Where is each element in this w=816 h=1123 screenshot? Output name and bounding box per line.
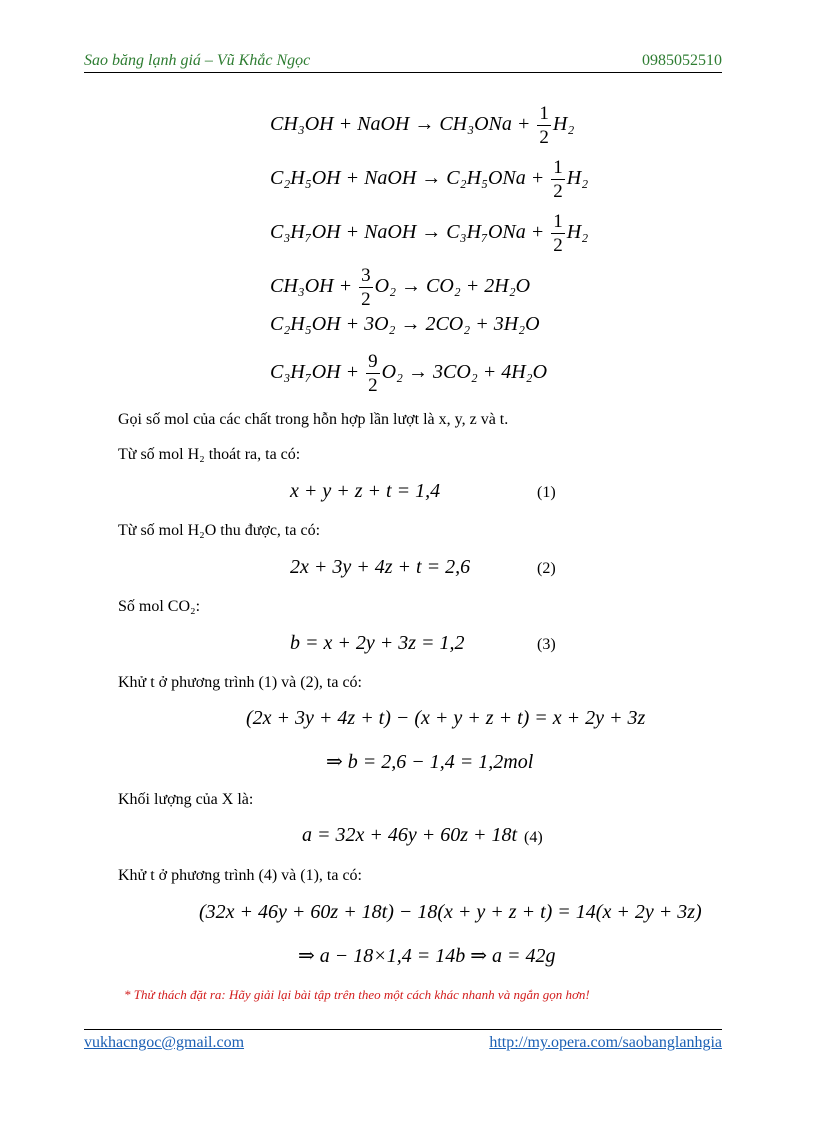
equation-4-tag: (4) — [524, 829, 543, 846]
equation-combined: (32x + 46y + 60z + 18t) − 18(x + y + z + t) = 14(x + 2y + 3z) — [199, 901, 702, 923]
reaction-4-rhs: O₂ → CO₂ + 2H₂O — [374, 275, 531, 298]
text-h2-moles: Từ số mol H₂ thoát ra, ta có: — [118, 446, 301, 463]
text-mass-x: Khối lượng của X là: — [118, 791, 254, 808]
equation-1-tag: (1) — [537, 484, 556, 501]
fraction-denominator: 2 — [361, 289, 371, 310]
fraction-numerator: 1 — [553, 211, 563, 232]
equation-subtract: (2x + 3y + 4z + t) − (x + y + z + t) = x + 2y + 3z — [246, 707, 646, 729]
reaction-4 — [270, 266, 530, 309]
reaction-3-fraction — [551, 212, 565, 255]
equation-2-tag: (2) — [537, 560, 556, 577]
equation-1: x + y + z + t = 1,4 — [290, 480, 441, 502]
text-co2-moles: Số mol CO₂: — [118, 598, 201, 615]
header-divider — [84, 72, 722, 73]
reaction-6-lhs: C₃H₇OH + — [270, 361, 365, 384]
reaction-3-rhs: H₂ — [566, 221, 589, 244]
equation-3-tag: (3) — [537, 636, 556, 653]
equation-b-result: ⇒ b = 2,6 − 1,4 = 1,2mol — [326, 751, 534, 773]
equation-2: 2x + 3y + 4z + t = 2,6 — [290, 556, 471, 578]
text-eliminate-t-1: Khử t ở phương trình (1) và (2), ta có: — [118, 674, 362, 691]
reaction-2 — [270, 158, 588, 201]
text-h2o-moles: Từ số mol H₂O thu được, ta có: — [118, 522, 321, 539]
fraction-numerator: 1 — [539, 103, 549, 124]
fraction-numerator: 1 — [553, 157, 563, 178]
equation-4: a = 32x + 46y + 60z + 18t — [302, 824, 518, 846]
reaction-5-lhs: C₂H₅OH + 3O₂ → 2CO₂ + 3H₂O — [270, 313, 540, 335]
reaction-4-lhs: CH₃OH + — [270, 275, 358, 298]
footer-divider — [84, 1029, 722, 1030]
reaction-6-fraction — [366, 352, 380, 395]
fraction-numerator: 3 — [361, 265, 371, 286]
fraction-denominator: 2 — [553, 235, 563, 256]
reaction-4-fraction — [359, 266, 373, 309]
reaction-1 — [270, 104, 574, 147]
equation-a-result: ⇒ a − 18×1,4 = 14b ⇒ a = 42g — [298, 945, 556, 967]
reaction-1-lhs: CH₃OH + NaOH → CH₃ONa + — [270, 113, 536, 136]
reaction-6 — [270, 352, 547, 395]
reaction-6-rhs: O₂ → 3CO₂ + 4H₂O — [381, 361, 548, 384]
reaction-2-lhs: C₂H₅OH + NaOH → C₂H₅ONa + — [270, 167, 550, 190]
reaction-1-fraction — [537, 104, 551, 147]
footer-website-link[interactable]: http://my.opera.com/saobanglanhgia — [489, 1034, 722, 1051]
reaction-5 — [270, 313, 540, 336]
header-title: Sao băng lạnh giá – Vũ Khắc Ngọc — [84, 52, 311, 69]
footer-email-link[interactable]: vukhacngoc@gmail.com — [84, 1034, 245, 1051]
text-variables: Gọi số mol của các chất trong hỗn hợp lần lượt là x, y, z và t. — [118, 411, 509, 428]
text-eliminate-t-2: Khử t ở phương trình (4) và (1), ta có: — [118, 867, 362, 884]
reaction-3 — [270, 212, 588, 255]
reaction-1-rhs: H₂ — [552, 113, 575, 136]
header-phone: 0985052510 — [642, 52, 722, 69]
equation-3: b = x + 2y + 3z = 1,2 — [290, 632, 465, 654]
fraction-numerator: 9 — [368, 351, 378, 372]
challenge-note: * Thử thách đặt ra: Hãy giải lại bài tập trên theo một cách khác nhanh và ngắn gọn hơn! — [124, 987, 590, 1002]
fraction-denominator: 2 — [539, 127, 549, 148]
fraction-denominator: 2 — [368, 375, 378, 396]
reaction-3-lhs: C₃H₇OH + NaOH → C₃H₇ONa + — [270, 221, 550, 244]
fraction-denominator: 2 — [553, 181, 563, 202]
reaction-2-rhs: H₂ — [566, 167, 589, 190]
reaction-2-fraction — [551, 158, 565, 201]
